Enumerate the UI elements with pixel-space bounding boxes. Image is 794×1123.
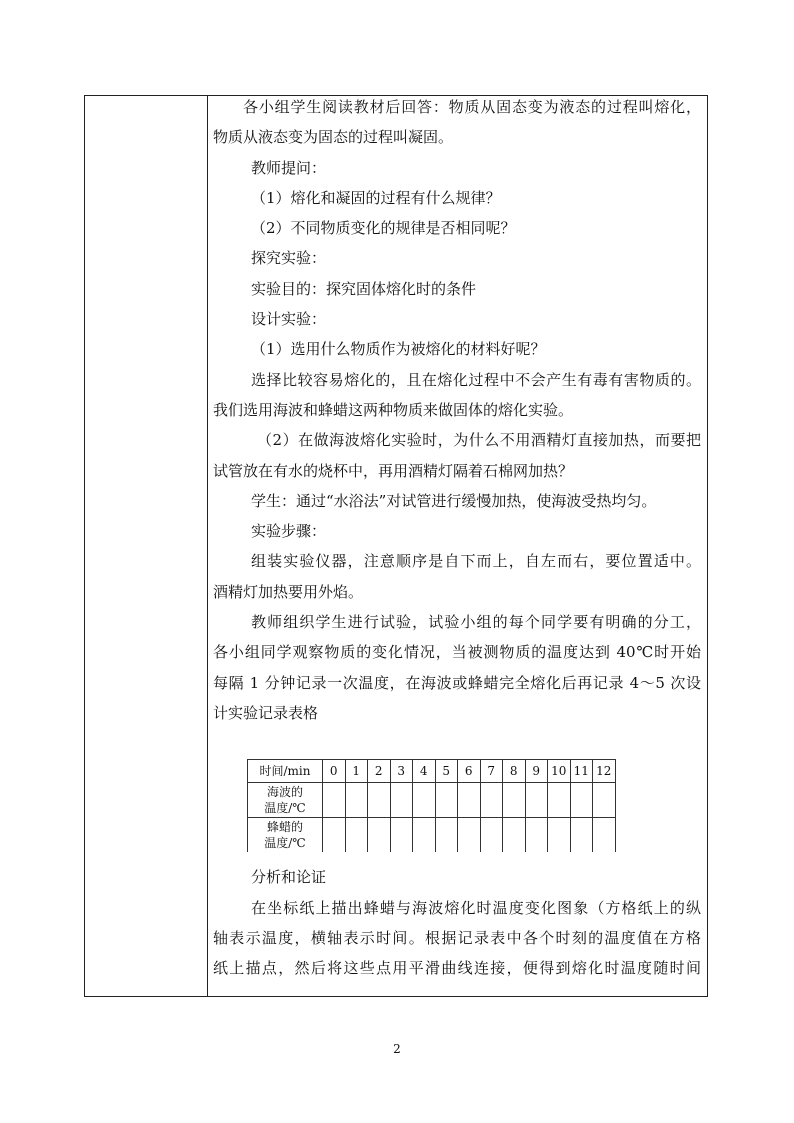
col-header: 4 xyxy=(413,760,436,783)
section-heading: 分析和论证 xyxy=(251,868,327,887)
col-header: 12 xyxy=(593,760,616,783)
paragraph: 在坐标纸上描出蜂蜡与海波熔化时温度变化图象（方格纸上的纵 xyxy=(251,898,701,917)
paragraph: 组装实验仪器，注意顺序是自下而上，自左而右，要位置适中。 xyxy=(251,552,701,571)
col-header: 0 xyxy=(323,760,346,783)
col-header: 6 xyxy=(458,760,481,783)
header-label: 时间/min xyxy=(248,760,323,783)
col-header: 3 xyxy=(390,760,413,783)
page-number: 2 xyxy=(393,1042,401,1056)
col-header: 8 xyxy=(503,760,526,783)
paragraph: （1）选用什么物质作为被熔化的材料好呢？ xyxy=(251,340,546,359)
paragraph: 探究实验： xyxy=(251,249,327,268)
paragraph: 每隔 1 分钟记录一次温度，在海波或蜂蜡完全熔化后再记录 4～5 次设 xyxy=(213,673,701,692)
col-header: 11 xyxy=(570,760,593,783)
paragraph: 酒精灯加热要用外焰。 xyxy=(213,582,364,601)
paragraph: （2）在做海波熔化实验时，为什么不用酒精灯直接加热，而要把 xyxy=(257,431,701,450)
paragraph: 计实验记录表格 xyxy=(213,703,319,722)
paragraph: 教师组织学生进行试验，试验小组的每个同学要有明确的分工， xyxy=(251,613,701,632)
lesson-table-frame xyxy=(84,95,708,997)
col-header: 9 xyxy=(525,760,548,783)
row-label: 海波的 温度/℃ xyxy=(248,783,323,818)
paragraph: 我们选用海波和蜂蜡这两种物质来做固体的熔化实验。 xyxy=(213,400,574,419)
table-header-row xyxy=(248,760,616,783)
paragraph: 选择比较容易熔化的，且在熔化过程中不会产生有毒有害物质的。 xyxy=(251,370,701,389)
paragraph: 各小组学生阅读教材后回答：物质从固态变为液态的过程叫熔化， xyxy=(243,98,701,116)
paragraph: 轴表示温度，横轴表示时间。根据记录表中各个时刻的温度值在方格 xyxy=(213,928,701,947)
paragraph: （2）不同物质变化的规律是否相同呢？ xyxy=(251,219,516,238)
table-row xyxy=(248,783,616,818)
table-row xyxy=(248,818,616,853)
paragraph: 纸上描点，然后将这些点用平滑曲线连接，便得到熔化时温度随时间 xyxy=(213,959,701,978)
row-label: 蜂蜡的 温度/℃ xyxy=(248,818,323,853)
paragraph: 试管放在有水的烧杯中，再用酒精灯隔着石棉网加热？ xyxy=(213,461,574,480)
column-divider xyxy=(207,96,208,996)
paragraph: 各小组同学观察物质的变化情况，当被测物质的温度达到 40℃时开始 xyxy=(213,643,701,662)
paragraph: （1）熔化和凝固的过程有什么规律？ xyxy=(251,188,501,207)
paragraph: 教师提问： xyxy=(251,158,327,177)
col-header: 2 xyxy=(368,760,391,783)
paragraph: 实验步骤： xyxy=(251,522,327,541)
record-table xyxy=(247,759,616,852)
paragraph: 实验目的：探究固体熔化时的条件 xyxy=(251,279,477,298)
col-header: 7 xyxy=(480,760,503,783)
paragraph: 设计实验： xyxy=(251,310,327,329)
paragraph: 学生：通过“水浴法”对试管进行缓慢加热，使海波受热均匀。 xyxy=(251,491,657,510)
col-header: 1 xyxy=(345,760,368,783)
paragraph: 物质从液态变为固态的过程叫凝固。 xyxy=(213,128,454,147)
col-header: 10 xyxy=(548,760,571,783)
col-header: 5 xyxy=(435,760,458,783)
